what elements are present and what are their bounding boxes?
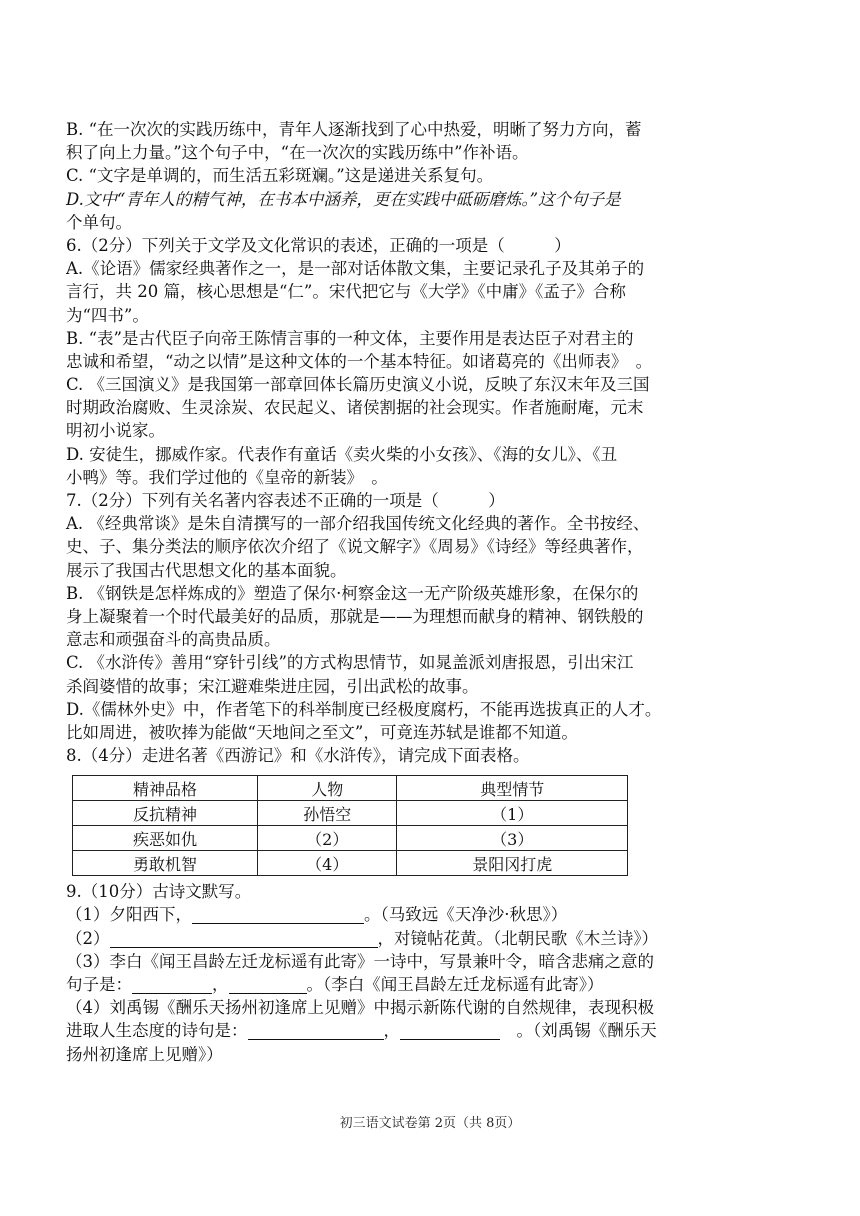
q7-option-a-line2: 史、子、集分类法的顺序依次介绍了《说文解字》《周易》《诗经》等经典著作， [66, 537, 644, 557]
q6-option-b-line1: B. “表”是古代臣子向帝王陈情言事的一种文体，主要作用是表达臣子对君主的 [66, 328, 634, 348]
q6-option-b-line2: 忠诚和希望，“动之以情”是这种文体的一个基本特征。如诸葛亮的《出师表》 。 [66, 351, 653, 371]
q5-option-d-line1: D.文中“青年人的精气神，在书本中涵养，更在实践中砥砺磨炼。”这个句子是 [66, 189, 621, 209]
q6-option-a-line3: 为“四书”。 [66, 305, 149, 325]
table-cell: 景阳冈打虎 [397, 851, 628, 876]
q7-option-d-line1: D.《儒林外史》中，作者笔下的科举制度已经极度腐朽，不能再选拔真正的人才。 [66, 699, 662, 719]
q6-option-a-line1: A.《论语》儒家经典著作之一，是一部对话体散文集，主要记录孔子及其弟子的 [66, 259, 645, 279]
table-header-cell: 精神品格 [73, 776, 258, 801]
q9-item-1-prefix: （1）夕阳西下， [66, 905, 192, 925]
answer-blank[interactable] [400, 1021, 500, 1040]
table-cell: （2） [258, 826, 397, 851]
table-cell: 孙悟空 [258, 801, 397, 826]
q7-option-d-line2: 比如周进，被吹捧为能做“天地间之至文”，可竟连苏轼是谁都不知道。 [66, 722, 578, 742]
answer-blank[interactable] [248, 1021, 384, 1040]
q9-item-3-suffix: 。（李白《闻王昌龄左迁龙标遥有此寄》） [306, 975, 604, 994]
table-row [73, 801, 628, 826]
q6-stem: 6.（2分）下列关于文学及文化常识的表述，正确的一项是（ ） [66, 235, 571, 255]
table-row [73, 826, 628, 851]
q7-stem: 7.（2分）下列有关名著内容表述不正确的一项是（ ） [66, 491, 505, 510]
q5-option-b-line2: 积了向上力量。”这个句子中，“在一次次的实践历练中”作补语。 [66, 143, 529, 163]
q9-item-4-comma: ， [383, 1021, 400, 1041]
q6-option-d-line1: D. 安徒生，挪威作家。代表作有童话《卖火柴的小女孩》、《海的女儿》、《丑 [66, 444, 618, 464]
table-cell: （3） [397, 826, 628, 851]
q7-option-b-line3: 意志和顽强奋斗的高贵品质。 [66, 630, 281, 650]
q5-option-d-line2: 个单句。 [66, 212, 132, 232]
q9-item-4-suffix: 。（刘禹锡《酬乐天 [500, 1021, 657, 1041]
table-header-cell: 人物 [258, 776, 397, 801]
answer-blank[interactable] [110, 929, 378, 948]
answer-blank[interactable] [132, 975, 212, 994]
q9-item-3-line1: （3）李白《闻王昌龄左迁龙标遥有此寄》一诗中，写景兼叶令，暗含悲痛之意的 [66, 951, 654, 971]
q9-item-2-prefix: （2） [66, 928, 110, 948]
q9-item-2-suffix: ，对镜帖花黄。（北朝民歌《木兰诗》） [377, 928, 658, 948]
q7-option-a-line3: 展示了我国古代思想文化的基本面貌。 [66, 560, 347, 580]
q9-item-3-comma: ， [212, 975, 229, 994]
q7-option-c-line1: C. 《水浒传》善用“穿针引线”的方式构思情节，如晁盖派刘唐报恩，引出宋江 [66, 653, 634, 673]
q7-option-c-line2: 杀阎婆惜的故事；宋江避难柴进庄园，引出武松的故事。 [66, 676, 479, 696]
table-header-row [73, 776, 628, 801]
table-row [73, 851, 628, 876]
q8-table [72, 775, 628, 876]
q9-stem: 9.（10分）古诗文默写。 [66, 882, 252, 902]
answer-blank[interactable] [229, 975, 307, 994]
q5-option-c: C. “文字是单调的，而生活五彩斑斓。”这是递进关系复句。 [66, 166, 494, 186]
table-cell: 反抗精神 [73, 801, 258, 826]
q6-option-d-line2: 小鸭》等。我们学过他的《皇帝的新装》 。 [66, 467, 388, 487]
table-cell: （1） [397, 801, 628, 826]
table-header-cell: 典型情节 [397, 776, 628, 801]
table-cell: 疾恶如仇 [73, 826, 258, 851]
q9-item-4-line2 [66, 1019, 786, 1042]
page-footer: 初三语文试卷第 2页（共 8页） [339, 1116, 521, 1131]
q6-option-c-line2: 时期政治腐败、生灵涂炭、农民起义、诸侯割据的社会现实。作者施耐庵，元末 [66, 398, 644, 418]
q7-option-b-line2: 身上凝聚着一个时代最美好的品质，那就是——为理想而献身的精神、钢铁般的 [66, 606, 644, 626]
q6-option-a-line2: 言行，共 20 篇，核心思想是“仁”。宋代把它与《大学》《中庸》《孟子》合称 [66, 282, 626, 302]
q5-option-b-line1: B. “在一次次的实践历练中，青年人逐渐找到了心中热爱，明晰了努力方向，蓄 [66, 120, 642, 139]
q9-item-4-line1: （4）刘禹锡《酬乐天扬州初逢席上见赠》中揭示新陈代谢的自然规律，表现积极 [66, 998, 654, 1018]
q6-option-c-line3: 明初小说家。 [66, 421, 165, 441]
q9-item-1-suffix: 。（马致远《天净沙·秋思》） [364, 905, 568, 925]
table-cell: （4） [258, 851, 397, 876]
q9-item-4-prefix: 进取人生态度的诗句是： [66, 1021, 248, 1041]
q9-item-3-line2 [66, 973, 786, 996]
q9-item-3-prefix: 句子是： [66, 975, 132, 994]
q7-option-a-line1: A. 《经典常谈》是朱自清撰写的一部介绍我国传统文化经典的著作。全书按经、 [66, 514, 650, 534]
q8-stem: 8.（4分）走进名著《西游记》和《水浒传》，请完成下面表格。 [66, 746, 530, 766]
q6-option-c-line1: C. 《三国演义》是我国第一部章回体长篇历史演义小说，反映了东汉末年及三国 [66, 375, 650, 395]
answer-blank[interactable] [192, 905, 364, 924]
exam-page-content [66, 118, 786, 1066]
q9-item-1 [66, 903, 786, 926]
q9-item-4-line3: 扬州初逢席上见赠》） [66, 1044, 223, 1064]
q7-option-b-line1: B. 《钢铁是怎样炼成的》塑造了保尔·柯察金这一无产阶级英雄形象，在保尔的 [66, 583, 639, 603]
q9-item-2 [66, 927, 786, 950]
table-cell: 勇敢机智 [73, 851, 258, 876]
